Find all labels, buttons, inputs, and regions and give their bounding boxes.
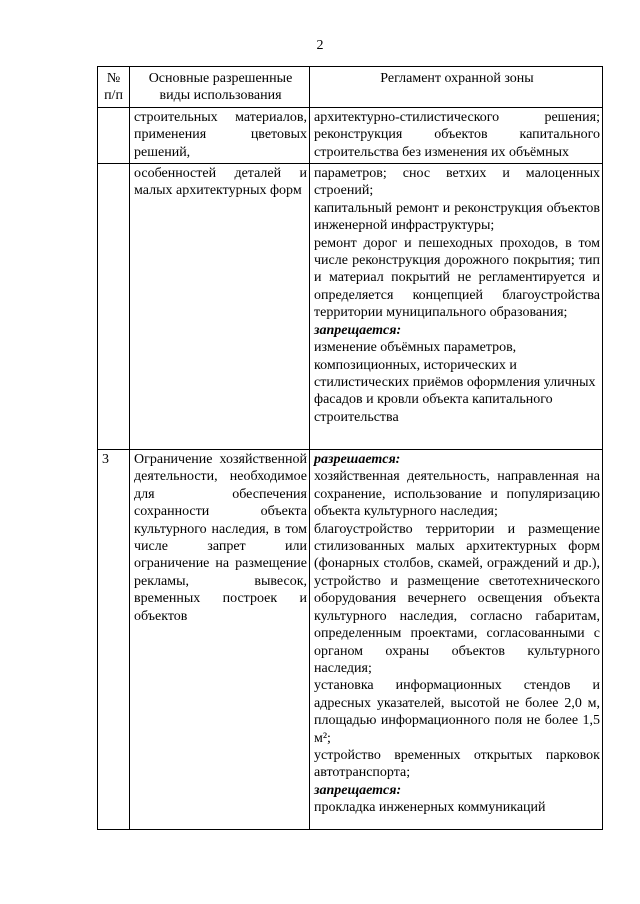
table-row	[98, 450, 603, 830]
header-regulation: Регламент охранной зоны	[310, 67, 603, 108]
table-row	[98, 164, 603, 450]
regulation-cell	[310, 450, 603, 830]
regulation-item: хозяйственная деятельность, направленная на сохранение, использование и популяризацию объекта культурного наследия;	[314, 469, 600, 520]
regulation-cell	[310, 107, 603, 163]
regulation-item: устройство временных открытых парковок автотранспорта;	[314, 747, 600, 781]
row-number	[98, 107, 130, 163]
regulation-table	[97, 66, 603, 830]
forbidden-item: изменение объёмных параметров, композиционных, исторических и стилистических приёмов оформления уличных фасадов и кровли объекта капитального строительства	[314, 340, 596, 425]
regulation-item: параметров; снос ветхих и малоценных строений;	[314, 166, 600, 199]
regulation-cell	[310, 164, 603, 450]
regulation-item: капитальный ремонт и реконструкция объектов инженерной инфраструктуры;	[314, 200, 600, 234]
page-number: 2	[316, 38, 324, 53]
allowed-label: разрешается:	[314, 452, 401, 468]
header-use-types: Основные разрешенные виды использования	[130, 67, 310, 108]
row-number: 3	[98, 450, 130, 830]
forbidden-label: запрещается:	[314, 782, 402, 798]
regulation-item: архитектурно-стилистического решения; реконструкция объектов капитального строительства без изменения их объёмных	[314, 109, 600, 160]
use-type-cell: строительных материалов, применения цветовых решений,	[130, 107, 310, 163]
table-row	[98, 107, 603, 163]
use-type-cell: Ограничение хозяйственной деятельности, необходимое для обеспечения сохранности объекта культурного наследия, в том числе запрет или ограничение на размещение рекламы, вывесок, временных построек и объектов	[130, 450, 310, 830]
header-number: № п/п	[98, 67, 130, 108]
row-number	[98, 164, 130, 450]
regulation-item: благоустройство территории и размещение стилизованных малых архитектурных форм (фонарных столбов, скамей, ограждений и др.), устройство и размещение светотехнического оборудования вечернего освещения объекта культурного наследия, согласно габаритам, определенным проектами, согласованными с органом охраны объектов культурного наследия;	[314, 521, 600, 676]
forbidden-label: запрещается:	[314, 322, 402, 338]
regulation-item: ремонт дорог и пешеходных проходов, в том числе реконструкция дорожного покрытия; тип и материал покрытий не регламентируется и определяется концепцией благоустройства территории муниципального образования;	[314, 235, 600, 321]
regulation-item: установка информационных стендов и адресных указателей, высотой не более 2,0 м, площадью информационного поля не более 1,5 м²;	[314, 678, 600, 746]
table-header-row	[98, 67, 603, 108]
forbidden-item: прокладка инженерных коммуникаций	[314, 800, 546, 816]
use-type-cell: особенностей деталей и малых архитектурных форм	[130, 164, 310, 450]
